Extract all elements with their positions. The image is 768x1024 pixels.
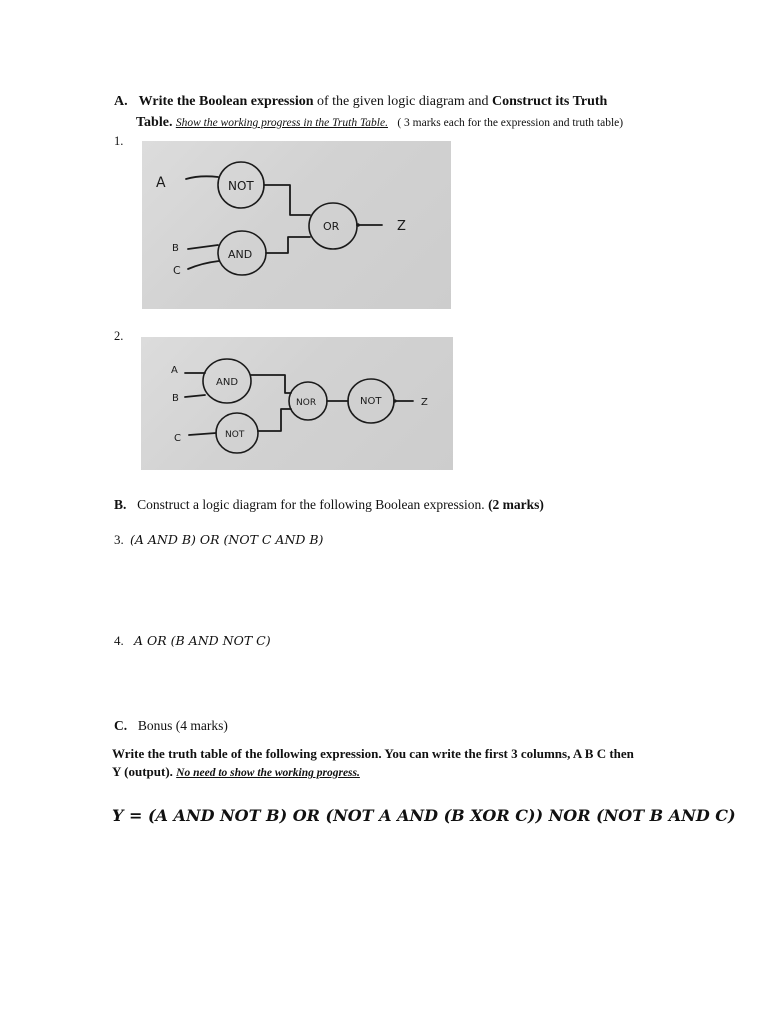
question-2-number: 2. (114, 329, 124, 343)
d1-wire-b (188, 245, 218, 249)
d1-input-c: C (173, 264, 181, 277)
section-c-note: No need to show the working progress. (176, 767, 360, 779)
section-a-letter: A. (114, 94, 128, 109)
question-3-expression: (A AND B) OR (NOT C AND B) (130, 532, 324, 547)
d1-wire-c (188, 261, 219, 269)
d2-input-c: C (174, 433, 181, 444)
question-4 (114, 633, 271, 649)
d2-wire-and-nor (251, 375, 291, 393)
bonus-expression: Y = (A AND NOT B) OR (NOT A AND (B XOR C)) NOR (NOT B AND C) (112, 806, 736, 825)
section-a-title-bold-1: Write the Boolean expression (138, 94, 314, 109)
d1-input-b: B (172, 243, 179, 254)
question-4-number: 4. (114, 633, 124, 648)
section-a-marks: ( 3 marks each for the expression and truth table) (397, 117, 624, 129)
section-c-letter: C. (114, 718, 128, 733)
d2-input-b: B (172, 393, 179, 404)
section-a-table-word: Table. (136, 115, 173, 130)
d1-wire-and-or (266, 237, 310, 253)
d1-wire-a (186, 176, 218, 179)
question-4-expression: A OR (B AND NOT C) (134, 633, 271, 648)
d2-nor-label: NOR (296, 398, 317, 408)
section-a-title-mid: of the given logic diagram and (313, 94, 492, 109)
logic-diagram-2 (141, 337, 453, 470)
d2-not-out-label: NOT (360, 396, 382, 407)
d2-and-label: AND (216, 377, 239, 388)
d1-or-label: OR (323, 220, 340, 233)
section-b-heading (114, 497, 544, 513)
section-a-heading (114, 94, 607, 111)
d2-wire-not-nor (258, 409, 291, 431)
logic-diagram-1 (142, 141, 451, 309)
d1-and-label: AND (228, 248, 253, 261)
section-a-note: Show the working progress in the Truth Table. (175, 117, 388, 129)
section-c-y-output: Y (output). (112, 764, 173, 779)
section-a-subline (136, 114, 623, 132)
section-c-instruction-line-1: Write the truth table of the following expression. You can write the first 3 columns, A B C then (112, 746, 634, 761)
question-3-number: 3. (114, 532, 124, 547)
d2-output-z: Z (421, 397, 428, 408)
section-b-marks: (2 marks) (488, 497, 544, 512)
d1-output-z: Z (397, 219, 406, 234)
section-c-heading (114, 718, 228, 734)
section-a-title-bold-2: Construct its Truth (491, 94, 608, 109)
question-3 (114, 532, 323, 548)
d1-not-label: NOT (228, 179, 254, 193)
section-c-instruction-line-2 (112, 764, 360, 781)
logic-diagram-1-photo (142, 141, 451, 309)
section-c-text: Bonus (4 marks) (137, 718, 228, 733)
d1-input-a: A (156, 175, 166, 191)
d2-input-a: A (171, 365, 178, 376)
logic-diagram-2-photo (141, 337, 453, 470)
d2-wire-c (189, 433, 216, 435)
section-b-letter: B. (114, 497, 127, 512)
d2-not-c-label: NOT (225, 430, 245, 440)
question-1-number: 1. (114, 134, 124, 148)
section-b-text: Construct a logic diagram for the following Boolean expression. (137, 497, 485, 512)
d2-wire-b (185, 395, 205, 397)
d1-wire-not-or (264, 185, 310, 215)
